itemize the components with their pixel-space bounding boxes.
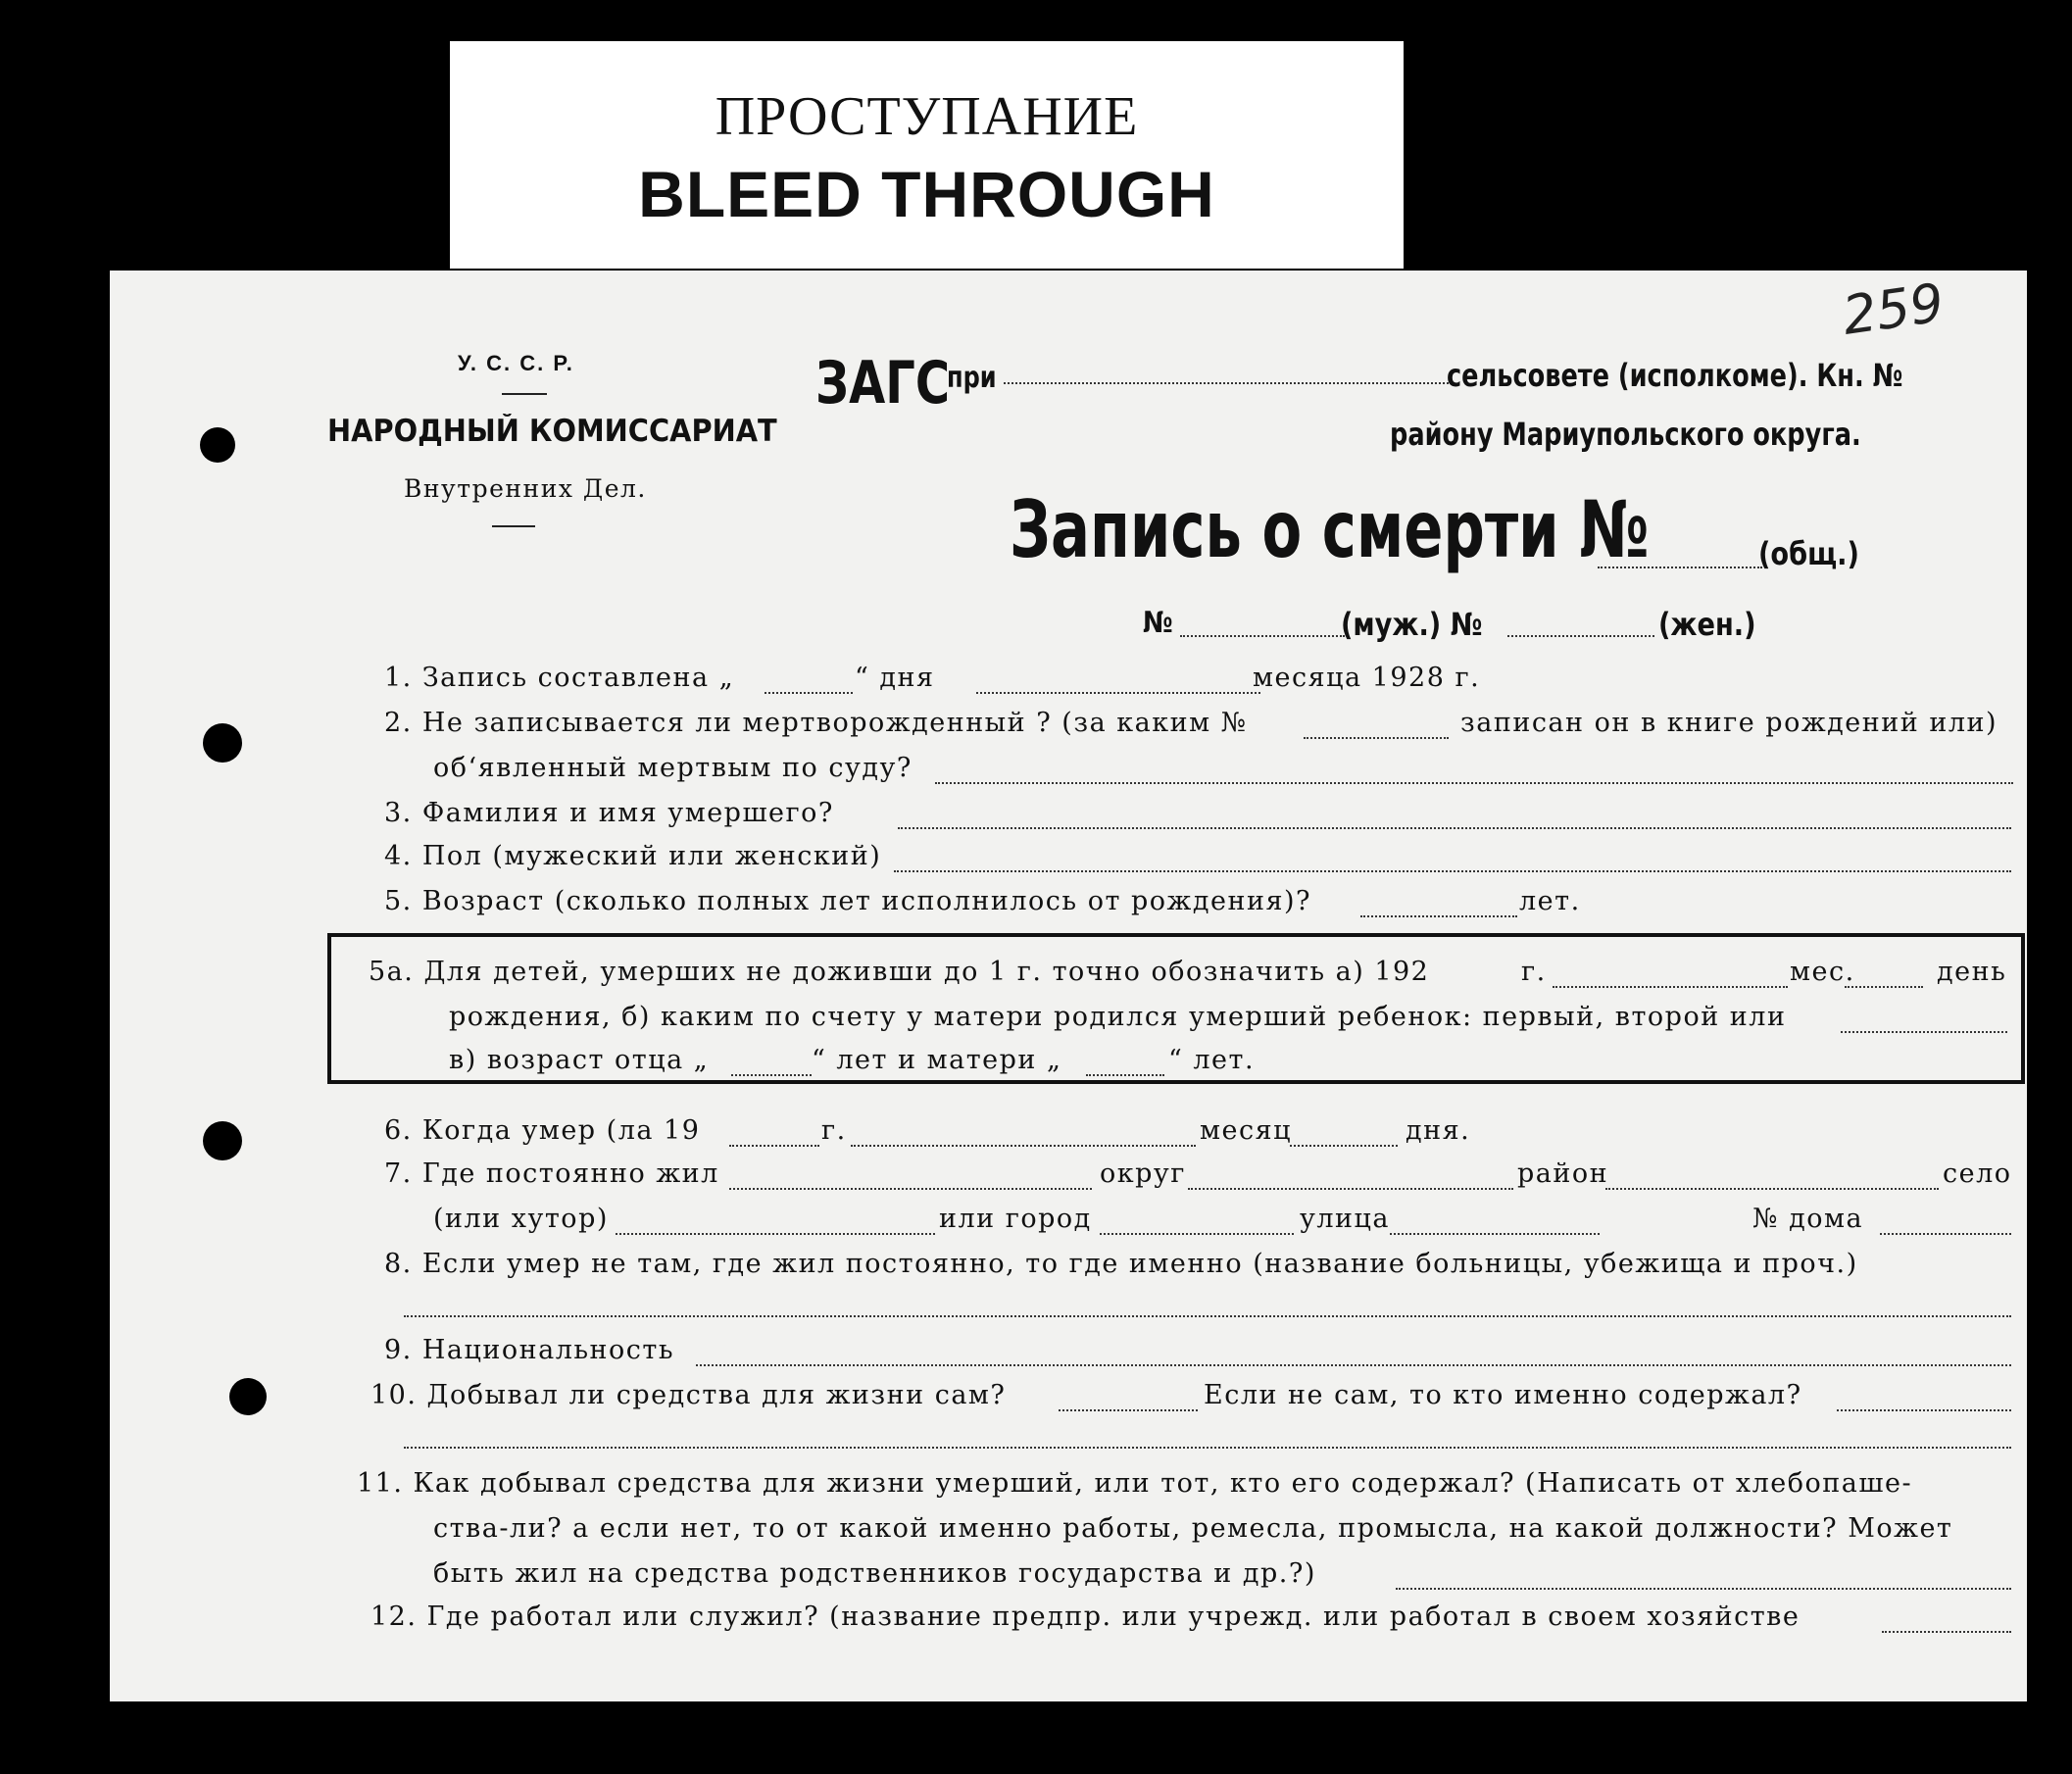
field-11-label-c: быть жил на средства родственников государства и др.?) — [433, 1558, 1316, 1589]
record-title: Запись о смерти № — [1010, 484, 1650, 575]
field-10-extra-line — [404, 1447, 2011, 1449]
field-7-okrug-label: округ — [1100, 1158, 1186, 1189]
field-1-month-line — [976, 692, 1260, 694]
field-5a-year-label: г. — [1521, 957, 1547, 987]
selsovet-label: сельсовете (исполкоме). Кн. № — [1447, 357, 1903, 394]
field-7-house-line — [1880, 1233, 2011, 1235]
field-5a-month-label: мес. — [1790, 957, 1855, 987]
field-5a-order-label: рождения, б) каким по счету у матери родился умерший ребенок: первый, второй или — [449, 1002, 1787, 1032]
field-11-label-b: ства-ли? а если нет, то от какой именно работы, ремесла, промысла, на какой должности? Может — [433, 1513, 1953, 1544]
field-6-month-line — [1290, 1145, 1398, 1147]
field-11-means-line — [1396, 1588, 2011, 1590]
field-7-khutor-label: (или хутор) — [433, 1204, 609, 1234]
punch-hole — [229, 1378, 267, 1415]
male-label: (муж.) № — [1341, 606, 1483, 643]
zags-location-line — [1004, 382, 1453, 384]
field-5a-father-label: в) возраст отца „ — [449, 1045, 710, 1075]
punch-hole — [203, 1121, 242, 1160]
field-5a-years-label: “ лет. — [1168, 1045, 1256, 1075]
field-10-supporter-label: Если не сам, то кто именно содержал? — [1204, 1380, 1802, 1410]
field-5a-label: 5а. Для детей, умерших не доживши до 1 г. точно обозначить а) 192 — [369, 957, 1430, 987]
field-7-city-line — [1100, 1233, 1294, 1235]
field-5a-mother-line — [1086, 1074, 1164, 1076]
field-7-okrug-line — [1188, 1188, 1513, 1190]
field-7-raion-label: район — [1517, 1158, 1609, 1189]
field-3-label: 3. Фамилия и имя умершего? — [384, 798, 834, 828]
field-1-day-line — [765, 692, 853, 694]
field-2-court-line — [935, 782, 2013, 784]
field-5a-order-line — [1841, 1031, 2007, 1033]
field-12-label: 12. Где работал или служил? (название предпр. или учрежд. или работал в своем хозяйстве — [370, 1602, 1801, 1632]
field-7-house-label: № дома — [1752, 1204, 1864, 1234]
male-number-line — [1507, 635, 1654, 637]
punch-hole — [203, 723, 242, 763]
field-5a-year-line — [1553, 986, 1788, 988]
field-7-residence-line — [729, 1188, 1092, 1190]
field-7-label: 7. Где постоянно жил — [384, 1158, 719, 1189]
record-number-line — [1598, 567, 1762, 568]
field-5a-month-line — [1845, 986, 1923, 988]
field-6-year-label: г. — [821, 1115, 847, 1146]
label-russian: ПРОСТУПАНИЕ — [715, 86, 1139, 147]
number-label: № — [1143, 606, 1173, 640]
punch-hole — [200, 427, 235, 463]
field-6-label: 6. Когда умер (ла 19 — [384, 1115, 701, 1146]
field-7-city-label: или город — [939, 1204, 1092, 1234]
field-2-label-c: об‘явленный мертвым по суду? — [433, 753, 913, 783]
general-label: (общ.) — [1758, 535, 1859, 572]
field-9-label: 9. Национальность — [384, 1335, 675, 1365]
field-9-nationality-line — [696, 1364, 2011, 1366]
field-11-label: 11. Как добывал средства для жизни умерший, или тот, кто его содержал? (Написать от хлебопаше- — [357, 1468, 1913, 1499]
field-6-year-line — [729, 1145, 819, 1147]
field-6-days-label: дня. — [1406, 1115, 1471, 1146]
handwritten-page-number: 259 — [1839, 271, 1948, 347]
death-record-form — [110, 271, 2027, 1701]
field-7-street-line — [1390, 1233, 1600, 1235]
raion-label: району Мариупольского округа. — [1390, 416, 1861, 453]
field-1-day-label: “ дня — [855, 663, 935, 693]
republic-header: У. С. С. Р. — [458, 351, 574, 375]
rule — [502, 393, 547, 395]
field-6-month-label: месяц — [1200, 1115, 1292, 1146]
field-2-number-line — [1304, 737, 1449, 739]
field-1-month-label: месяца 1928 г. — [1253, 663, 1481, 693]
bleed-through-label-card — [450, 41, 1404, 269]
commissariat-header: НАРОДНЫЙ КОМИССАРИАТ — [327, 414, 777, 449]
field-10-supporter-line — [1837, 1409, 2011, 1411]
field-5a-father-line — [731, 1074, 812, 1076]
field-5a-mother-label: “ лет и матери „ — [812, 1045, 1062, 1075]
field-5a-day-label: день — [1937, 957, 2007, 987]
field-8-label: 8. Если умер не там, где жил постоянно, то где именно (название больницы, убежища и проч.) — [384, 1249, 1858, 1279]
field-10-self-line — [1059, 1409, 1198, 1411]
number-line — [1180, 635, 1345, 637]
field-6-day-line — [851, 1145, 1196, 1147]
field-5-age-line — [1360, 915, 1517, 917]
field-5-label: 5. Возраст (сколько полных лет исполнилось от рождения)? — [384, 886, 1311, 916]
field-8-place-line — [404, 1315, 2011, 1317]
field-12-work-line — [1882, 1631, 2011, 1633]
field-1-label: 1. Запись составлена „ — [384, 663, 735, 693]
pri-label: при — [947, 361, 997, 395]
field-5-years-label: лет. — [1519, 886, 1581, 916]
rule — [492, 525, 535, 527]
field-7-khutor-line — [616, 1233, 935, 1235]
department-header: Внутренних Дел. — [404, 474, 647, 503]
label-english: BLEED THROUGH — [638, 158, 1215, 230]
field-4-label: 4. Пол (мужеский или женский) — [384, 841, 882, 871]
field-10-label: 10. Добывал ли средства для жизни сам? — [370, 1380, 1007, 1410]
field-7-street-label: улица — [1300, 1204, 1390, 1234]
field-4-sex-line — [894, 870, 2011, 872]
field-7-village-label: село — [1943, 1158, 2012, 1189]
female-label: (жен.) — [1658, 606, 1756, 643]
field-3-name-line — [898, 827, 2011, 829]
field-2-label: 2. Не записывается ли мертворожденный ? (за каким № — [384, 708, 1248, 738]
field-7-raion-line — [1605, 1188, 1939, 1190]
zags-title: ЗАГС — [815, 349, 951, 418]
field-2-label-b: записан он в книге рождений или) — [1460, 708, 1998, 738]
